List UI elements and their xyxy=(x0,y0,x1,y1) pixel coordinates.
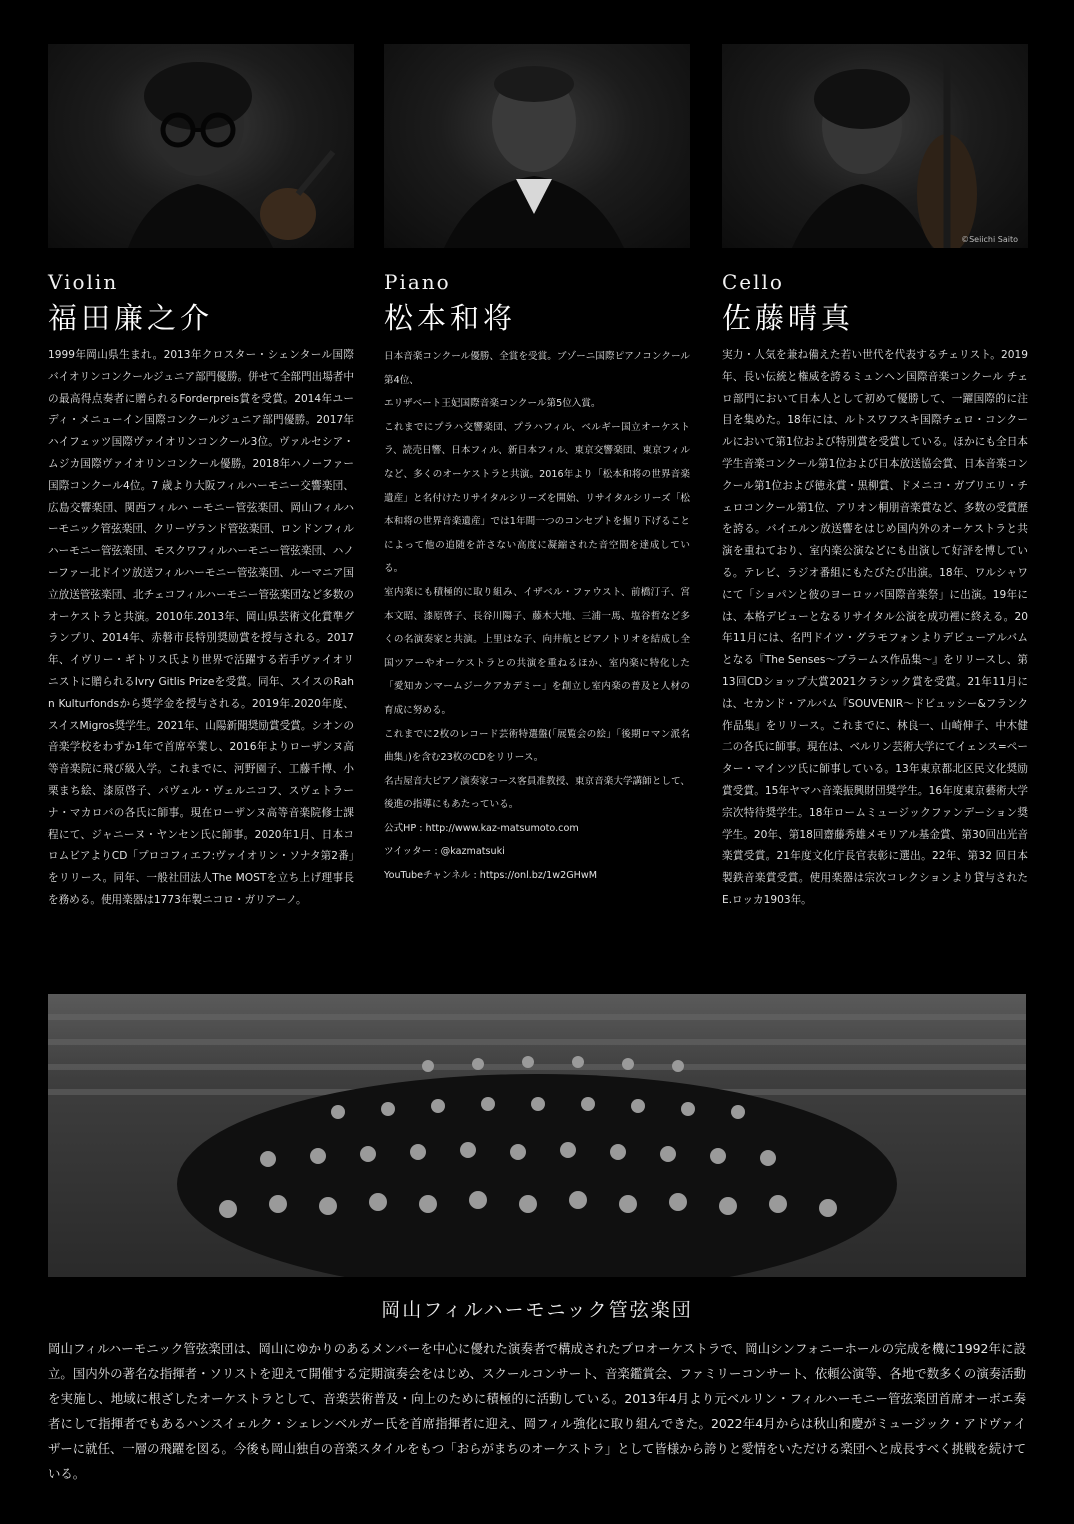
pianist-bio-paragraph: 名古屋音大ピアノ演奏家コース客員准教授、東京音楽大学講師として、後進の指導にもあたっている。 xyxy=(384,775,690,811)
pianist-bio-paragraph: 室内楽にも積極的に取り組み、イザベル・ファウスト、前橋汀子、宮本文昭、漆原啓子、長谷川陽子、藤木大地、三浦一馬、塩谷哲など多くの名演奏家と共演。上里はな子、向井航とピアノトリオを結成し全国ツアーやオーケストラとの共演を重ねるほか、室内楽に特化した「愛知カンマームジークアカデミー」を創立し室内楽の普及と人材の育成に努める。 xyxy=(384,586,690,716)
youtube-channel-link[interactable]: YouTubeチャンネル : https://onl.bz/1w2GHwM xyxy=(384,870,597,882)
orchestra-description: 岡山フィルハーモニック管弦楽団は、岡山にゆかりのあるメンバーを中心に優れた演奏者で構成されたプロオーケストラで、岡山シンフォニーホールの完成を機に1992年に設立。国内外の著名な指揮者・ソリストを迎えて開催する定期演奏会をはじめ、スクールコンサート、音楽鑑賞会、ファミリーコンサート、依頼公演等、各地で数多くの演奏活動を実施し、地域に根ざしたオーケストラとして、音楽芸術普及・向上のために積極的に活動している。2013年4月より元ベルリン・フィルハーモニー管弦楽団首席オーボエ奏者にして指揮者でもあるハンスイェルク・シェレンベルガー氏を首席指揮者に迎え、岡フィル強化に取り組んできた。2022年4月からは秋山和慶がミュージック・アドヴァイザーに就任、一層の飛躍を図る。今後も岡山独自の音楽スタイルをもつ「おらがまちのオーケストラ」として皆様から誇りと愛情をいただける楽団へと成長すべく挑戦を続けている。 xyxy=(48,1341,1026,1481)
official-homepage-link[interactable]: 公式HP : http://www.kaz-matsumoto.com xyxy=(384,822,579,834)
concert-hall-seats-icon xyxy=(48,994,1026,1277)
cello-portrait-photo xyxy=(722,44,1028,248)
cello-instrument-label: Cello xyxy=(722,270,784,294)
pianist-name: 松本和将 xyxy=(384,301,517,335)
pianist-bio xyxy=(384,345,690,888)
violinist-silhouette-icon xyxy=(48,44,354,248)
pianist-links xyxy=(384,817,690,888)
cellist-name: 佐藤晴真 xyxy=(722,301,855,335)
photo-credit: ©Seiichi Saito xyxy=(961,235,1018,244)
piano-instrument-label: Piano xyxy=(384,270,451,294)
violinist-name: 福田廉之介 xyxy=(48,301,214,335)
violin-instrument-label: Violin xyxy=(48,270,119,294)
pianist-silhouette-icon xyxy=(384,44,690,248)
piano-portrait-photo xyxy=(384,44,690,248)
violin-portrait-photo xyxy=(48,44,354,248)
twitter-link[interactable]: ツイッター : @kazmatsuki xyxy=(384,846,505,858)
orchestra-group-photo xyxy=(48,994,1026,1277)
orchestra-name: 岡山フィルハーモニック管弦楽団 xyxy=(381,1299,693,1321)
pianist-bio-paragraph: 日本音楽コンクール優勝、全賞を受賞。ブゾーニ国際ピアノコンクール第4位、 xyxy=(384,351,690,386)
pianist-bio-paragraph: これまでに2枚のレコード芸術特選盤(「展覧会の絵」「後期ロマン派名曲集」)を含む23枚のCDをリリース。 xyxy=(384,728,690,764)
pianist-bio-paragraph: エリザベート王妃国際音楽コンクール第5位入賞。 xyxy=(384,398,601,410)
cellist-bio: 実力・人気を兼ね備えた若い世代を代表するチェリスト。2019年、長い伝統と権威を誇るミュンヘン国際音楽コンクール チェロ部門において日本人として初めて優勝して、一躍国際的に注目を集めた。18年には、ルトスワフスキ国際チェロ・コンクールにおいて第1位および特別賞を受賞している。ほかにも全日本学生音楽コンクール第1位および日本放送協会賞、日本音楽コンクール第1位および徳永賞・黒柳賞、ドメニコ・ガブリエリ・チェロコンクール第1位、アリオン桐朋音楽賞など、多数の受賞歴を誇る。バイエルン放送響をはじめ国内外のオーケストラと共演を重ねており、室内楽公演などにも出演して好評を博している。テレビ、ラジオ番組にもたびたび出演。18年、ワルシャワにて「ショパンと彼のヨーロッパ国際音楽祭」に出演。19年には、本格デビューとなるリサイタル公演を成功裡に終える。20年11月には、名門ドイツ・グラモフォンよりデビューアルバムとなる『The Senses〜ブラームス作品集〜』をリリースし、第13回CDショップ大賞2021クラシック賞を受賞。21年11月には、セカンド・アルバム『SOUVENIR〜ドビュッシー&フランク作品集』をリリース。これまでに、林良一、山崎伸子、中木健二の各氏に師事。現在は、ベルリン芸術大学にてイェンス=ペーター・マインツ氏に師事している。13年東京都北区民文化奨励賞受賞。15年ヤマハ音楽振興財団奨学生。16年度東京藝術大学宗次特待奨学生。18年ロームミュージックファンデーション奨学生。20年、第18回齋藤秀雄メモリアル基金賞、第30回出光音楽賞受賞。21年度文化庁長官表彰に選出。22年、第32 回日本製鉄音楽賞受賞。使用楽器は宗次コレクションより貸与されたE.ロッカ1903年。 xyxy=(722,349,1028,906)
violinist-bio: 1999年岡山県生まれ。2013年クロスター・シェンタール国際バイオリンコンクールジュニア部門優勝。併せて全部門出場者中の最高得点奏者に贈られるForderpreis賞を受賞。2014年ユーディ・メニューイン国際コンクールジュニア部門優勝。2017年ハイフェッツ国際ヴァイオリンコンクール3位。ヴァルセシア・ムジカ国際ヴァイオリンコンクール優勝。2018年ハノーファー国際コンクール4位。7 歳より大阪フィルハーモニー交響楽団、広島交響楽団、関西フィルハ ーモニー管弦楽団、岡山フィルハーモニック管弦楽団、クリーヴランド管弦楽団、ロンドンフィルハーモニー管弦楽団、モスクワフィルハーモニー管弦楽団、ハノーファー北ドイツ放送フィルハーモニー管弦楽団、ルーマニア国立放送管弦楽団、北チェコフィルハーモニー管弦楽団など多数のオーケストラと共演。2010年.2013年、岡山県芸術文化賞準グランプリ、2014年、赤磐市長特別奨励賞を授与される。2017年、イヴリー・ギトリス氏より世界で活躍する若手ヴァイオリニストに贈られるIvry Gitlis Prizeを受賞。同年、スイスのRahn Kulturfondsから奨学金を授与される。2019年.2020年度、スイスMigros奨学生。2021年、山陽新聞奨励賞受賞。シオンの音楽学校をわずか1年で首席卒業し、2016年よりローザンヌ高等音楽院に飛び級入学。これまでに、河野園子、工藤千博、小栗まち絵、漆原啓子、パヴェル・ヴェルニコフ、スヴェトラーナ・マカロバの各氏に師事。現在ローザンヌ高等音楽院修士課程にて、ジャニーヌ・ヤンセン氏に師事。2020年1月、日本コロムビアよりCD「プロコフィエフ:ヴァイオリン・ソナタ第2番」をリリース。同年、一般社団法人The MOSTを立ち上げ理事長を務める。使用楽器は1773年製ニコロ・ガリアーノ。 xyxy=(48,349,354,906)
pianist-bio-paragraph: これまでにプラハ交響楽団、プラハフィル、ベルギー国立オーケストラ、読売日響、日本フィル、新日本フィル、東京交響楽団、東京フィルなど、多くのオーケストラと共演。2016年より「松本和将の世界音楽遺産」と名付けたリサイタルシリーズを開始、リサイタルシリーズ「松本和将の世界音楽遺産」では1年間一つのコンセプトを掘り下げることによって他の追随を許さない高度に凝縮された音空間を達成している。 xyxy=(384,421,690,575)
cellist-silhouette-icon xyxy=(722,44,1028,248)
